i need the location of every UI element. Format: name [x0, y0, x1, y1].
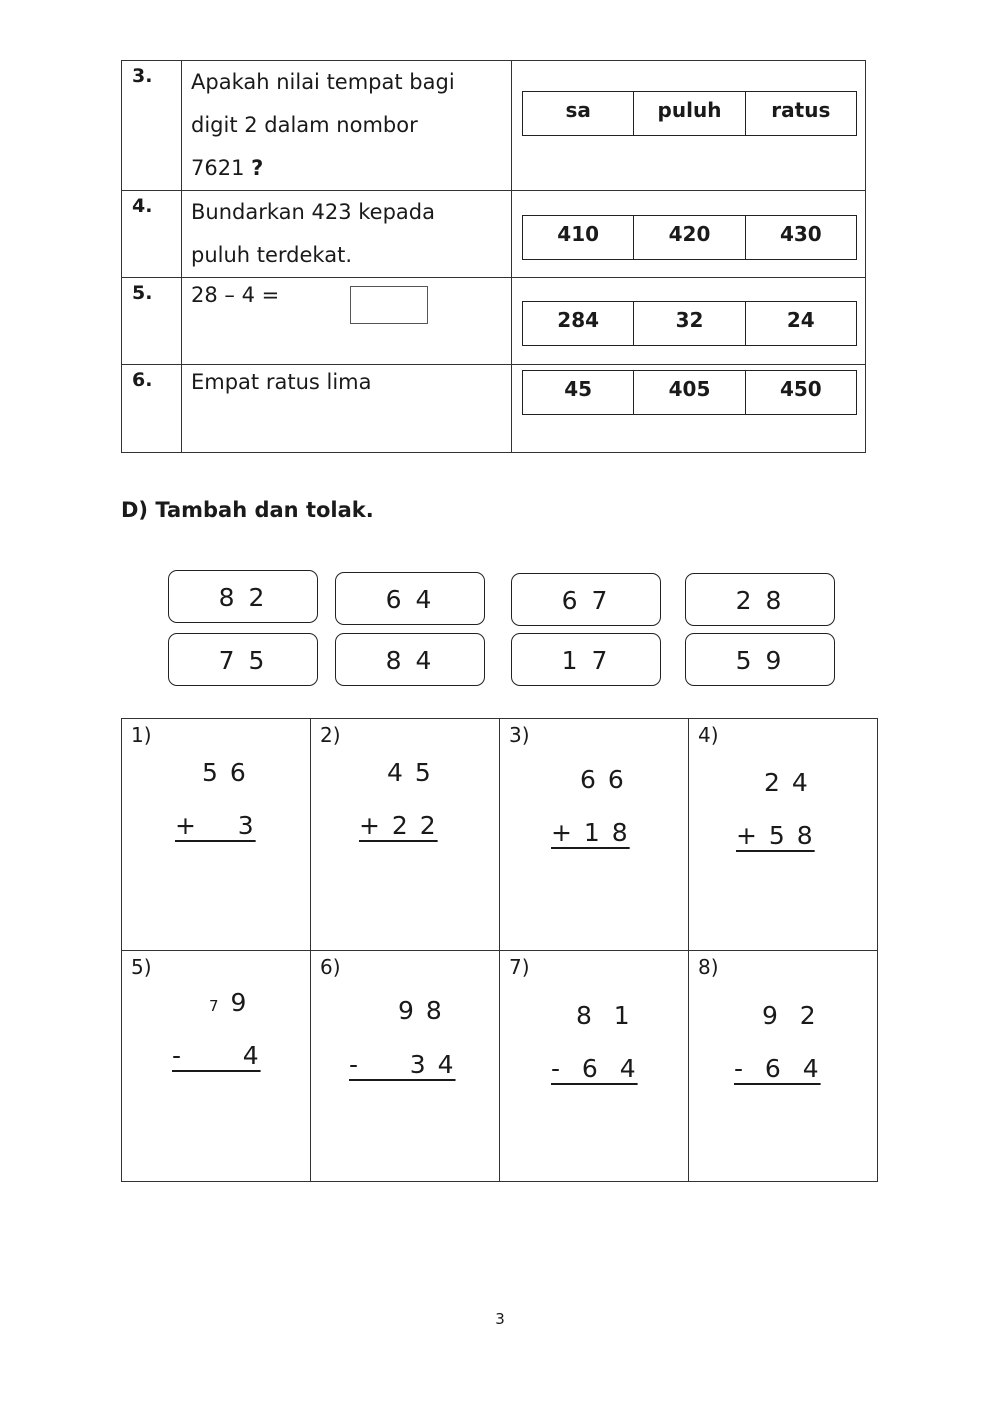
question-number-value: 7621	[191, 156, 245, 180]
option-sa[interactable]: sa	[565, 98, 591, 122]
question-text	[181, 364, 512, 453]
problem-bottom-number: + 1 8	[551, 818, 630, 847]
answer-tile[interactable]: 7 5	[168, 633, 318, 686]
problem-bottom-number: + 3	[175, 811, 256, 840]
answer-input-box[interactable]	[350, 286, 428, 324]
question-text-line: 28 – 4 =	[191, 283, 280, 307]
question-text	[181, 277, 512, 365]
answer-tile[interactable]: 2 8	[685, 573, 835, 626]
question-text-line: digit 2 dalam nombor	[191, 113, 418, 137]
problem-top-number: 9 8	[398, 996, 444, 1025]
option-405[interactable]: 405	[633, 371, 744, 414]
options-cell	[511, 277, 866, 365]
problem-label: 5)	[131, 955, 152, 979]
problem-bottom-number: - 4	[172, 1041, 261, 1070]
problem-cell[interactable]	[688, 718, 878, 951]
option-430[interactable]: 430	[745, 216, 856, 259]
problem-label: 6)	[320, 955, 341, 979]
problem-bottom-number: + 5 8	[736, 821, 815, 850]
question-text-line: Bundarkan 423 kepada	[191, 200, 435, 224]
options-cell	[511, 60, 866, 191]
page-number: 3	[495, 1310, 505, 1328]
problem-label: 4)	[698, 723, 719, 747]
answer-tile[interactable]: 1 7	[511, 633, 661, 686]
problem-cell[interactable]	[499, 950, 689, 1182]
problem-cell[interactable]	[310, 950, 500, 1182]
options-row	[522, 301, 857, 346]
problem-borrow-mark: 7	[209, 997, 221, 1015]
answer-tile[interactable]: 6 7	[511, 573, 661, 626]
option-ratus[interactable]: ratus	[745, 92, 856, 135]
question-row	[121, 364, 866, 453]
problem-top-number: 9 2	[762, 1001, 818, 1030]
problem-top-number: 5 6	[202, 758, 248, 787]
problem-top-number: 2 4	[764, 768, 810, 797]
problem-top-number: 8 1	[576, 1001, 632, 1030]
question-number: 6.	[121, 364, 182, 453]
problem-top-number: 4 5	[387, 758, 433, 787]
option-puluh[interactable]: puluh	[633, 92, 744, 135]
problem-bottom-number: - 3 4	[349, 1050, 456, 1079]
question-row	[121, 60, 866, 191]
problem-cell[interactable]	[688, 950, 878, 1182]
problem-cell[interactable]	[310, 718, 500, 951]
question-number: 5.	[121, 277, 182, 365]
options-row	[522, 370, 857, 415]
problem-bottom-number: + 2 2	[359, 811, 438, 840]
problem-bottom-number: - 6 4	[551, 1054, 638, 1083]
question-table	[121, 60, 866, 453]
option-284[interactable]: 284	[557, 308, 600, 332]
answer-tile[interactable]: 5 9	[685, 633, 835, 686]
answer-tile[interactable]: 8 2	[168, 570, 318, 623]
problem-top-number	[209, 988, 248, 1017]
question-text-line: Apakah nilai tempat bagi	[191, 70, 455, 94]
question-mark: ?	[251, 156, 264, 180]
answer-tile[interactable]: 8 4	[335, 633, 485, 686]
problem-cell[interactable]	[499, 718, 689, 951]
option-45[interactable]: 45	[564, 377, 593, 401]
question-row	[121, 190, 866, 278]
question-text	[181, 190, 512, 278]
section-title: D) Tambah dan tolak.	[121, 498, 374, 522]
problem-label: 7)	[509, 955, 530, 979]
problem-label: 3)	[509, 723, 530, 747]
problem-label: 1)	[131, 723, 152, 747]
question-text	[181, 60, 512, 191]
option-32[interactable]: 32	[633, 302, 744, 345]
problem-cell[interactable]	[121, 718, 311, 951]
question-number: 4.	[121, 190, 182, 278]
question-row	[121, 277, 866, 365]
problem-cell[interactable]	[121, 950, 311, 1182]
problem-label: 2)	[320, 723, 341, 747]
question-text-line: Empat ratus lima	[191, 370, 372, 394]
question-text-line: puluh terdekat.	[191, 243, 353, 267]
option-420[interactable]: 420	[633, 216, 744, 259]
answer-tile[interactable]: 6 4	[335, 572, 485, 625]
question-number: 3.	[121, 60, 182, 191]
question-text-line	[191, 147, 511, 190]
problems-table	[121, 718, 878, 1182]
options-cell	[511, 190, 866, 278]
options-row	[522, 215, 857, 260]
options-row	[522, 91, 857, 136]
problem-label: 8)	[698, 955, 719, 979]
option-450[interactable]: 450	[745, 371, 856, 414]
problem-bottom-number: - 6 4	[734, 1054, 821, 1083]
options-cell	[511, 364, 866, 453]
option-24[interactable]: 24	[745, 302, 856, 345]
problem-top-number: 6 6	[580, 765, 626, 794]
problem-top-digit: 9	[230, 988, 249, 1017]
option-410[interactable]: 410	[557, 222, 600, 246]
